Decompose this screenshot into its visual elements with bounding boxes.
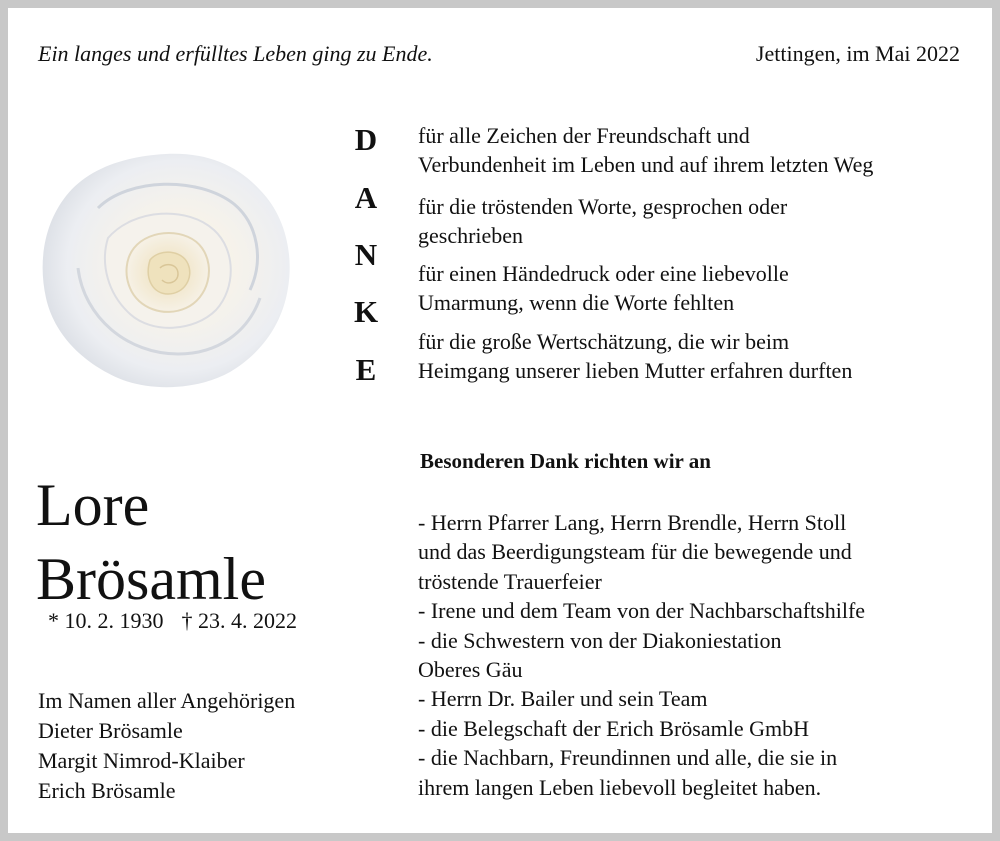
danke-paragraph-3	[418, 259, 789, 317]
family-line: Erich Brösamle	[38, 778, 176, 803]
special-thanks-heading: Besonderen Dank richten wir an	[420, 449, 711, 473]
paragraph-line: für die große Wertschätzung, die wir beim	[418, 329, 790, 354]
motto-text: Ein langes und erfülltes Leben ging zu Ende.	[38, 41, 433, 66]
danke-letter-a: A	[354, 180, 378, 215]
birth-date: * 10. 2. 1930	[48, 608, 164, 633]
thanks-line: - Herrn Pfarrer Lang, Herrn Brendle, Herrn Stoll	[418, 510, 847, 535]
thanks-line: Oberes Gäu	[418, 657, 523, 683]
family-line: Dieter Brösamle	[38, 718, 183, 743]
place-date: Jettingen, im Mai 2022	[755, 41, 960, 66]
paragraph-line: für die tröstenden Worte, gesprochen oder	[418, 194, 788, 219]
danke-letter-e: E	[355, 352, 377, 387]
special-thanks-list	[418, 508, 865, 802]
white-rose-image	[38, 148, 294, 392]
death-date: † 23. 4. 2022	[181, 608, 297, 633]
family-line: Im Namen aller Angehörigen	[38, 688, 296, 713]
family-signature	[38, 686, 295, 806]
thanks-line: - die Belegschaft der Erich Brösamle GmbH	[418, 715, 809, 741]
thanks-line: und das Beerdigungsteam für die bewegende und	[418, 539, 852, 565]
danke-paragraph-2	[418, 192, 787, 250]
danke-paragraph-4	[418, 327, 852, 385]
thanks-line: ihrem langen Leben liebevoll begleitet haben.	[418, 774, 822, 800]
obituary-card	[8, 8, 992, 833]
paragraph-line: für einen Händedruck oder eine liebevolle	[418, 261, 789, 286]
deceased-last-name: Brösamle	[36, 546, 266, 612]
paragraph-line: für alle Zeichen der Freundschaft und	[418, 123, 750, 148]
paragraph-line: Umarmung, wenn die Worte fehlten	[418, 290, 735, 315]
danke-paragraph-1	[418, 121, 873, 179]
thanks-line: - die Nachbarn, Freundinnen und alle, die sie in	[418, 745, 838, 771]
thanks-line: - Irene und dem Team von der Nachbarschaftshilfe	[418, 598, 866, 624]
thanks-line: tröstende Trauerfeier	[418, 568, 602, 594]
life-dates	[48, 608, 297, 634]
deceased-first-name: Lore	[36, 472, 150, 538]
paragraph-line: Heimgang unserer lieben Mutter erfahren durften	[418, 358, 853, 383]
danke-letter-d: D	[354, 122, 378, 157]
thanks-line: - Herrn Dr. Bailer und sein Team	[418, 686, 708, 712]
family-line: Margit Nimrod-Klaiber	[38, 748, 245, 773]
paragraph-line: Verbundenheit im Leben und auf ihrem letzten Weg	[418, 152, 874, 177]
danke-letter-n: N	[354, 237, 378, 272]
paragraph-line: geschrieben	[418, 223, 524, 248]
thanks-line: - die Schwestern von der Diakoniestation	[418, 627, 782, 653]
danke-letter-k: K	[353, 294, 379, 329]
